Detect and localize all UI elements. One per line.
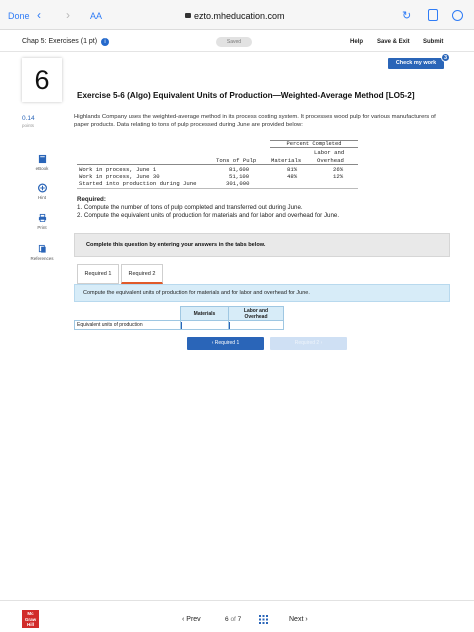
required-section bbox=[77, 196, 339, 220]
question-number: 6 bbox=[22, 58, 62, 102]
required-2-prompt bbox=[74, 284, 450, 302]
print-button[interactable] bbox=[22, 209, 62, 233]
save-exit-button[interactable]: Save & Exit bbox=[377, 39, 410, 45]
labor-header-line2: Overhead bbox=[317, 157, 344, 164]
done-button[interactable]: Done bbox=[8, 11, 30, 21]
required-item-1: 1. Compute the number of tons of pulp completed and transferred out during June. bbox=[77, 204, 303, 211]
materials-header: Materials bbox=[271, 157, 302, 164]
check-my-work-button[interactable]: Check my work bbox=[388, 58, 444, 69]
exercise-intro: Highlands Company uses the weighted-average method in its process costing system. It processes wood pulp for various manufacturers of paper products. Data relating to tons of pulp processed during June are provided below: bbox=[74, 114, 436, 128]
required-2-prompt-text: Compute the equivalent units of production for materials and for labor and overhead for June. bbox=[83, 290, 310, 296]
address-bar[interactable] bbox=[185, 11, 285, 21]
labor-col-header-line1: Labor and bbox=[243, 307, 269, 314]
labor-cell bbox=[229, 321, 284, 330]
submit-button[interactable]: Submit bbox=[423, 39, 444, 45]
chapter-label: Chap 5: Exercises (1 pt) bbox=[22, 38, 98, 45]
check-work-count-badge: 3 bbox=[441, 53, 450, 62]
points-value: 0.14 bbox=[22, 115, 35, 122]
references-label: References bbox=[30, 256, 54, 261]
row-tons-wip-june30: 51,100 bbox=[229, 173, 250, 180]
answer-table-header bbox=[75, 307, 284, 321]
required-1-nav-button[interactable]: ‹ Required 1 bbox=[187, 337, 264, 350]
required-heading: Required: bbox=[77, 196, 106, 203]
info-icon[interactable]: i bbox=[101, 38, 109, 46]
answer-table-corner bbox=[75, 307, 181, 321]
materials-cell bbox=[181, 321, 229, 330]
browser-toolbar bbox=[0, 0, 474, 30]
instruction-text: Complete this question by entering your answers in the tabs below. bbox=[86, 242, 266, 248]
hint-button[interactable] bbox=[22, 179, 62, 203]
labor-overhead-equivalent-units-input[interactable] bbox=[229, 322, 283, 329]
mcgraw-hill-logo bbox=[22, 610, 39, 628]
next-button[interactable]: Next › bbox=[289, 616, 308, 623]
labor-header-line1: Labor and bbox=[314, 149, 345, 156]
url-text: ezto.mheducation.com bbox=[194, 11, 285, 21]
table-header-rule bbox=[77, 164, 358, 165]
tons-header: Tons of Pulp bbox=[216, 157, 257, 164]
row-labor-wip-june1: 26% bbox=[333, 166, 344, 173]
row-materials-wip-june30: 48% bbox=[287, 173, 298, 180]
text-size-button[interactable]: AA bbox=[90, 11, 103, 21]
help-button[interactable]: Help bbox=[350, 39, 364, 45]
row-label-wip-june30: Work in process, June 30 bbox=[79, 173, 160, 180]
labor-col-header bbox=[229, 307, 284, 321]
materials-equivalent-units-input[interactable] bbox=[181, 322, 228, 329]
app-header bbox=[0, 30, 474, 52]
instruction-box bbox=[74, 233, 450, 257]
compass-icon[interactable] bbox=[452, 10, 463, 21]
exercise-title: Exercise 5-6 (Algo) Equivalent Units of Production—Weighted-Average Method [LO5-2] bbox=[77, 91, 415, 100]
points-label: points bbox=[22, 123, 35, 128]
tab-required-1[interactable]: Required 1 bbox=[77, 264, 119, 284]
equivalent-units-label: Equivalent units of production bbox=[75, 321, 181, 330]
hint-label: Hint bbox=[37, 195, 46, 200]
row-label-started: Started into production during June bbox=[79, 180, 197, 187]
logo-line-1: Mc bbox=[27, 611, 34, 616]
references-button[interactable] bbox=[22, 240, 62, 264]
row-tons-wip-june1: 81,600 bbox=[229, 166, 250, 173]
page-indicator[interactable] bbox=[225, 616, 241, 623]
print-icon bbox=[38, 213, 47, 223]
logo-line-2: Graw bbox=[24, 616, 37, 622]
labor-col-header-line2: Overhead bbox=[244, 313, 268, 320]
row-labor-wip-june30: 12% bbox=[333, 173, 344, 180]
chapter-title bbox=[22, 38, 109, 46]
ebook-button[interactable] bbox=[22, 150, 62, 174]
grid-icon[interactable] bbox=[259, 615, 268, 624]
saved-status: Saved bbox=[216, 37, 252, 47]
print-label: Print bbox=[37, 225, 47, 230]
page-current: 6 bbox=[225, 616, 229, 623]
percent-completed-header: Percent Completed bbox=[270, 140, 358, 148]
forward-icon[interactable]: › bbox=[66, 8, 70, 22]
row-materials-wip-june1: 81% bbox=[287, 166, 298, 173]
required-item-2: 2. Compute the equivalent units of production for materials and for labor and overhead for June. bbox=[77, 212, 340, 219]
page-total: 7 bbox=[237, 616, 242, 623]
reload-icon[interactable]: ↻ bbox=[402, 10, 412, 22]
prev-button[interactable]: ‹ Prev bbox=[182, 616, 201, 623]
logo-line-3: Hill bbox=[26, 622, 34, 627]
required-2-nav-button: Required 2 › bbox=[270, 337, 347, 350]
back-icon[interactable]: ‹ bbox=[37, 8, 41, 22]
footer-nav bbox=[0, 600, 474, 632]
share-icon[interactable] bbox=[428, 9, 438, 21]
references-icon bbox=[38, 244, 47, 254]
table-row bbox=[75, 321, 284, 330]
row-label-wip-june1: Work in process, June 1 bbox=[79, 166, 157, 173]
book-icon bbox=[38, 154, 47, 164]
lock-icon bbox=[185, 13, 191, 18]
table-bottom-rule bbox=[77, 188, 358, 189]
answer-table bbox=[74, 306, 284, 330]
row-tons-started: 301,000 bbox=[226, 180, 250, 187]
tab-required-2[interactable]: Required 2 bbox=[121, 264, 163, 284]
materials-col-header: Materials bbox=[181, 307, 229, 321]
page-of: of bbox=[230, 616, 236, 623]
hint-icon bbox=[38, 183, 47, 193]
ebook-label: eBook bbox=[35, 166, 49, 171]
